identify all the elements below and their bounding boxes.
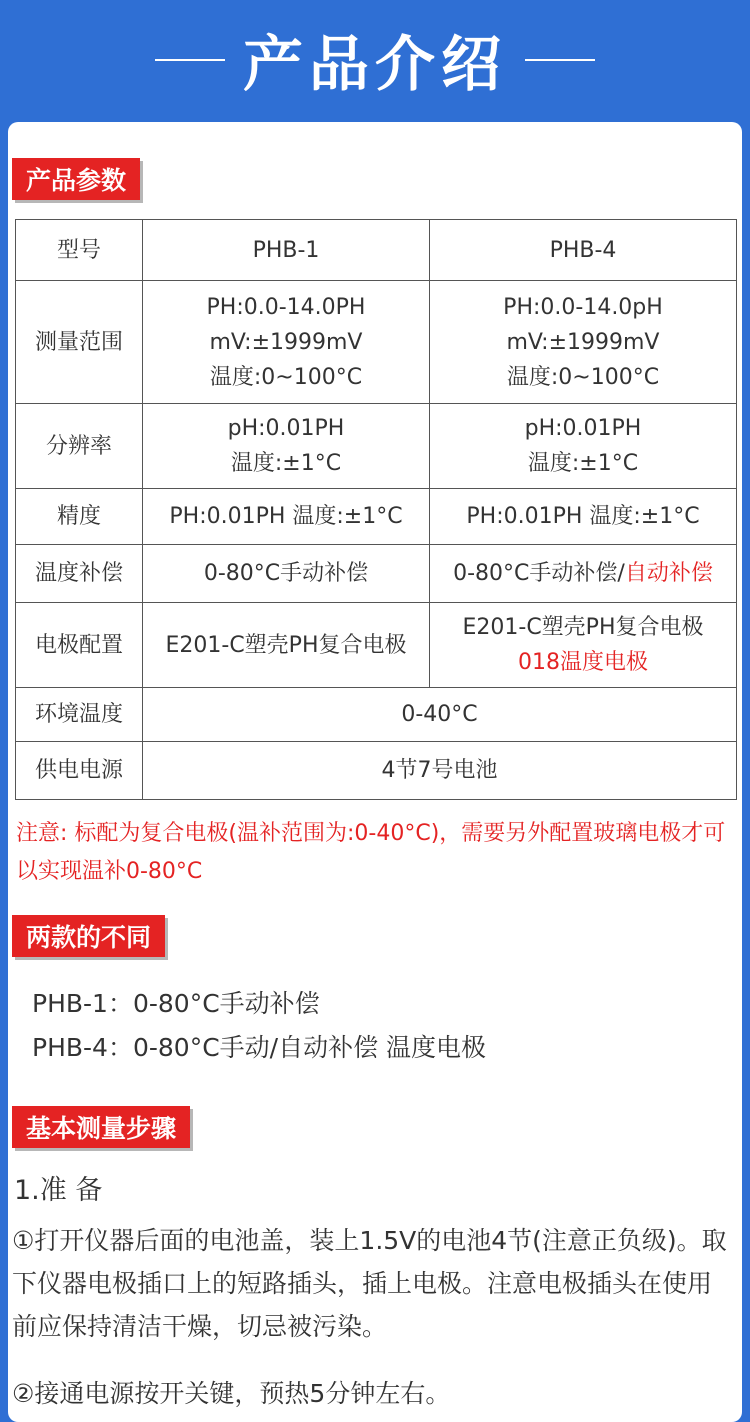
note-text: 注意: 标配为复合电极(温补范围为:0-40°C)，需要另外配置玻璃电极才可以实现温补0-80°C — [16, 821, 726, 884]
cell-range-4: PH:0.0-14.0pH mV:±1999mV 温度:0~100°C — [430, 281, 737, 404]
spec-table — [15, 219, 737, 800]
cell-res-4: pH:0.01PH 温度:±1°C — [430, 404, 737, 489]
cell-elec-4: E201-C塑壳PH复合电极 018温度电极 — [430, 603, 737, 688]
table-row — [16, 404, 737, 489]
step-title-prepare: 1.准 备 — [14, 1175, 103, 1206]
row-label-accuracy: 精度 — [16, 489, 143, 545]
row-label-environment: 环境温度 — [16, 688, 143, 742]
row-label-compensation: 温度补偿 — [16, 545, 143, 603]
row-label-resolution: 分辨率 — [16, 404, 143, 489]
section-tag-diff: 两款的不同 — [12, 915, 165, 957]
section-tag-params: 产品参数 — [12, 158, 140, 200]
row-label-power: 供电电源 — [16, 742, 143, 800]
cell-model-1: PHB-1 — [143, 220, 430, 281]
cell-power: 4节7号电池 — [143, 742, 737, 800]
cell-env: 0-40°C — [143, 688, 737, 742]
row-label-range: 测量范围 — [16, 281, 143, 404]
cell-model-4: PHB-4 — [430, 220, 737, 281]
cell-res-1: pH:0.01PH 温度:±1°C — [143, 404, 430, 489]
row-label-electrode: 电极配置 — [16, 603, 143, 688]
cell-acc-1: PH:0.01PH 温度:±1°C — [143, 489, 430, 545]
table-row — [16, 281, 737, 404]
page-title: 产品介绍 — [243, 30, 507, 100]
table-row — [16, 688, 737, 742]
section-tag-steps: 基本测量步骤 — [12, 1106, 190, 1148]
step-paragraph-1: ①打开仪器后面的电池盖，装上1.5V的电池4节(注意正负级)。取下仪器电极插口上的短路插头，插上电极。注意电极插头在使用前应保持清洁干燥，切忌被污染。 — [12, 1226, 727, 1341]
cell-comp-1: 0-80°C手动补偿 — [143, 545, 430, 603]
step-paragraph-2: ②接通电源按开关键，预热5分钟左右。 — [12, 1379, 451, 1408]
cell-range-1: PH:0.0-14.0PH mV:±1999mV 温度:0~100°C — [143, 281, 430, 404]
header-banner — [0, 0, 750, 120]
row-label-model: 型号 — [16, 220, 143, 281]
header-left-line — [155, 59, 225, 61]
cell-acc-4: PH:0.01PH 温度:±1°C — [430, 489, 737, 545]
table-row — [16, 742, 737, 800]
cell-comp-4: 0-80°C手动补偿/自动补偿 — [430, 545, 737, 603]
diff-line-phb1: PHB-1：0-80°C手动补偿 — [32, 989, 320, 1018]
header-right-line — [525, 59, 595, 61]
diff-line-phb4: PHB-4：0-80°C手动/自动补偿 温度电极 — [32, 1033, 487, 1062]
table-row — [16, 489, 737, 545]
table-row — [16, 220, 737, 281]
content-card — [8, 122, 742, 1422]
table-row — [16, 603, 737, 688]
table-row — [16, 545, 737, 603]
cell-elec-1: E201-C塑壳PH复合电极 — [143, 603, 430, 688]
